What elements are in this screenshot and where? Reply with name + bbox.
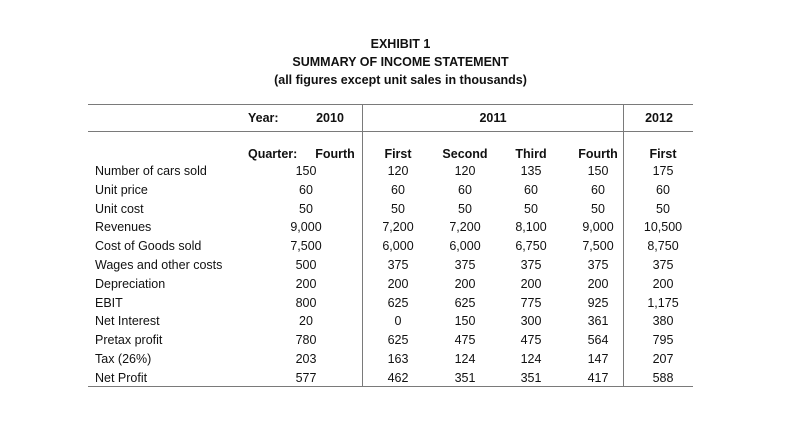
table-cell: 625 [387, 295, 409, 310]
table-cell: 351 [520, 370, 542, 385]
table-row [0, 369, 801, 387]
table-cell: 7,200 [382, 220, 414, 235]
table-cell: 8,100 [515, 220, 547, 235]
table-cell: 147 [587, 352, 609, 366]
table-cell: 564 [587, 333, 609, 348]
table-cell: 6,000 [382, 239, 414, 254]
table-cell: 6,750 [515, 239, 547, 254]
table-row [0, 162, 801, 180]
table-cell: 775 [520, 295, 542, 310]
table-row [0, 331, 801, 349]
table-cell: 351 [454, 370, 476, 385]
row-label: Depreciation [95, 276, 166, 291]
table-cell: 1,175 [647, 295, 679, 310]
row-label: Net Interest [95, 314, 160, 329]
table-cell: 135 [520, 164, 542, 178]
table-cell: 780 [295, 333, 317, 348]
row-label: Unit cost [95, 201, 144, 216]
table-cell: 417 [587, 370, 609, 385]
table-cell: 175 [652, 164, 674, 178]
table-cell: 50 [591, 201, 605, 216]
table-cell: 795 [652, 333, 674, 348]
table-cell: 475 [454, 333, 476, 348]
row-label: Net Profit [95, 370, 148, 385]
table-cell: 800 [295, 295, 317, 310]
table-row [0, 218, 801, 236]
table-cell: 60 [299, 182, 313, 197]
table-cell: 207 [652, 352, 674, 366]
table-cell: 375 [587, 258, 609, 272]
table-cell: 9,000 [290, 220, 322, 235]
row-label: EBIT [95, 295, 123, 310]
top-rule [88, 104, 693, 105]
table-cell: 120 [454, 164, 476, 178]
table-cell: 200 [454, 276, 476, 291]
table-cell: 50 [391, 201, 405, 216]
table-row [0, 237, 801, 255]
table-cell: 60 [391, 182, 405, 197]
header-rule [88, 131, 693, 132]
table-cell: 375 [652, 258, 674, 272]
table-row [0, 275, 801, 293]
table-cell: 60 [458, 182, 472, 197]
table-cell: 462 [387, 370, 409, 385]
table-cell: 588 [652, 370, 674, 385]
table-cell: 380 [652, 314, 674, 329]
table-cell: 925 [587, 295, 609, 310]
table-cell: 200 [520, 276, 542, 291]
table-cell: 7,500 [582, 239, 614, 254]
table-row [0, 350, 801, 368]
row-label: Unit price [95, 182, 148, 197]
table-cell: 500 [295, 258, 317, 272]
table-cell: 50 [299, 201, 313, 216]
table-cell: 20 [299, 314, 313, 329]
quarter-header: First [384, 147, 412, 161]
table-cell: 60 [591, 182, 605, 197]
table-cell: 50 [656, 201, 670, 216]
table-cell: 375 [387, 258, 409, 272]
table-cell: 0 [394, 314, 402, 329]
exhibit-subtitle: SUMMARY OF INCOME STATEMENT [292, 55, 509, 69]
table-cell: 163 [387, 352, 409, 366]
table-cell: 120 [387, 164, 409, 178]
table-cell: 8,750 [647, 239, 679, 254]
year-2012: 2012 [645, 111, 673, 125]
table-row [0, 181, 801, 199]
table-cell: 375 [454, 258, 476, 272]
row-label: Tax (26%) [95, 352, 152, 366]
table-row [0, 312, 801, 330]
table-cell: 150 [295, 164, 317, 178]
table-cell: 150 [454, 314, 476, 329]
exhibit-note: (all figures except unit sales in thousands) [274, 73, 527, 87]
row-label: Revenues [95, 220, 152, 235]
quarter-header: Fourth [315, 147, 355, 161]
year-label: Year: [248, 111, 279, 125]
table-cell: 7,200 [449, 220, 481, 235]
table-cell: 200 [387, 276, 409, 291]
table-cell: 203 [295, 352, 317, 366]
table-cell: 375 [520, 258, 542, 272]
year-2010: 2010 [316, 111, 344, 125]
table-cell: 200 [652, 276, 674, 291]
table-cell: 60 [524, 182, 538, 197]
table-cell: 9,000 [582, 220, 614, 235]
table-cell: 150 [587, 164, 609, 178]
table-cell: 50 [458, 201, 472, 216]
table-row [0, 200, 801, 218]
table-cell: 200 [587, 276, 609, 291]
quarter-header: Second [442, 147, 488, 161]
table-row [0, 256, 801, 274]
table-cell: 10,500 [643, 220, 683, 235]
exhibit-title: EXHIBIT 1 [370, 37, 431, 51]
table-cell: 200 [295, 276, 317, 291]
table-cell: 361 [587, 314, 609, 329]
table-cell: 6,000 [449, 239, 481, 254]
row-label: Wages and other costs [95, 258, 223, 272]
table-cell: 577 [295, 370, 317, 385]
table-row [0, 294, 801, 312]
quarter-header: Fourth [578, 147, 618, 161]
row-label: Pretax profit [95, 333, 163, 348]
table-cell: 475 [520, 333, 542, 348]
table-cell: 300 [520, 314, 542, 329]
quarter-label: Quarter: [248, 147, 298, 161]
table-cell: 625 [454, 295, 476, 310]
table-cell: 124 [454, 352, 476, 366]
quarter-header: First [649, 147, 677, 161]
quarter-header: Third [515, 147, 547, 161]
table-cell: 625 [387, 333, 409, 348]
row-label: Cost of Goods sold [95, 239, 202, 254]
year-2011: 2011 [479, 111, 507, 125]
table-cell: 124 [520, 352, 542, 366]
row-label: Number of cars sold [95, 164, 207, 178]
table-cell: 50 [524, 201, 538, 216]
table-cell: 7,500 [290, 239, 322, 254]
table-cell: 60 [656, 182, 670, 197]
